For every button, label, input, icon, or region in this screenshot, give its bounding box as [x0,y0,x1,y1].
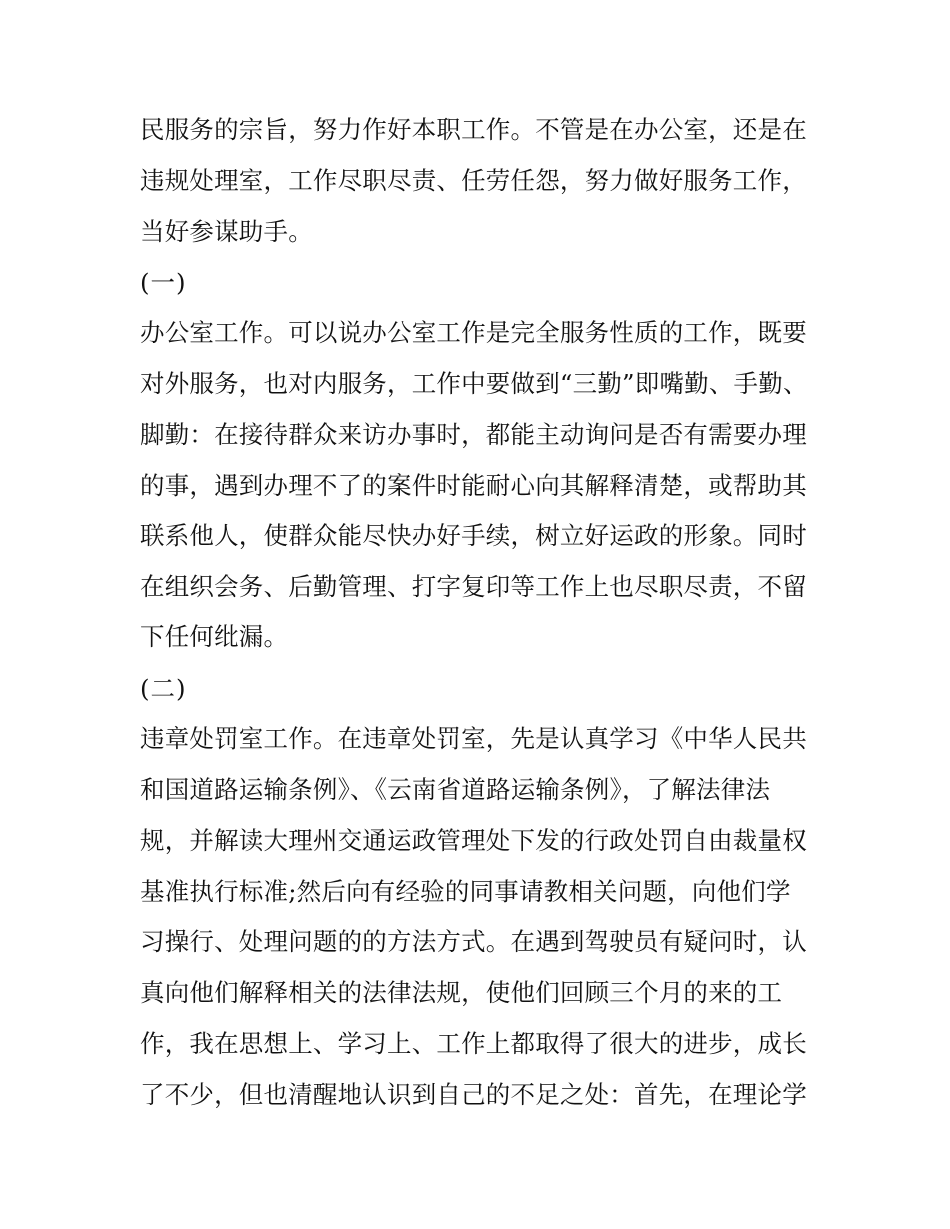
section-heading-1: (一) [140,268,187,297]
paragraph-line-6: 对外服务，也对内服务，工作中要做到“三勤”即嘴勤、手勤、 [140,369,808,398]
paragraph-line-11: 下任何纰漏。 [140,622,289,651]
paragraph-line-17: 习操行、处理问题的的方法方式。在遇到驾驶员有疑问时，认 [140,927,807,956]
paragraph-line-10: 在组织会务、后勤管理、打字复印等工作上也尽职尽责，不留 [140,572,807,601]
paragraph-line-5: 办公室工作。可以说办公室工作是完全服务性质的工作，既要 [140,318,807,347]
paragraph-line-7: 脚勤：在接待群众来访办事时，都能主动询问是否有需要办理 [140,420,807,449]
paragraph-line-16: 基准执行标准;然后向有经验的同事请教相关问题，向他们学 [140,877,791,906]
paragraph-line-3: 当好参谋助手。 [140,217,313,246]
paragraph-line-19: 作，我在思想上、学习上、工作上都取得了很大的进步，成长 [140,1029,807,1058]
paragraph-line-15: 规，并解读大理州交通运政管理处下发的行政处罚自由裁量权 [140,826,807,855]
paragraph-line-2: 违规处理室，工作尽职尽责、任劳任怨，努力做好服务工作， [140,166,807,195]
paragraph-line-9: 联系他人，使群众能尽快办好手续，树立好运政的形象。同时 [140,521,807,550]
paragraph-line-13: 违章处罚室工作。在违章处罚室，先是认真学习《中华人民共 [140,724,807,753]
section-heading-2: (二) [140,674,187,703]
paragraph-line-8: 的事，遇到办理不了的案件时能耐心向其解释清楚，或帮助其 [140,471,807,500]
paragraph-line-20: 了不少，但也清醒地认识到自己的不足之处：首先，在理论学 [140,1080,807,1109]
paragraph-line-18: 真向他们解释相关的法律法规，使他们回顾三个月的来的工 [140,978,783,1007]
paragraph-line-14: 和国道路运输条例》、《云南省道路运输条例》，了解法律法 [140,775,771,804]
paragraph-line-1: 民服务的宗旨，努力作好本职工作。不管是在办公室，还是在 [140,115,807,144]
